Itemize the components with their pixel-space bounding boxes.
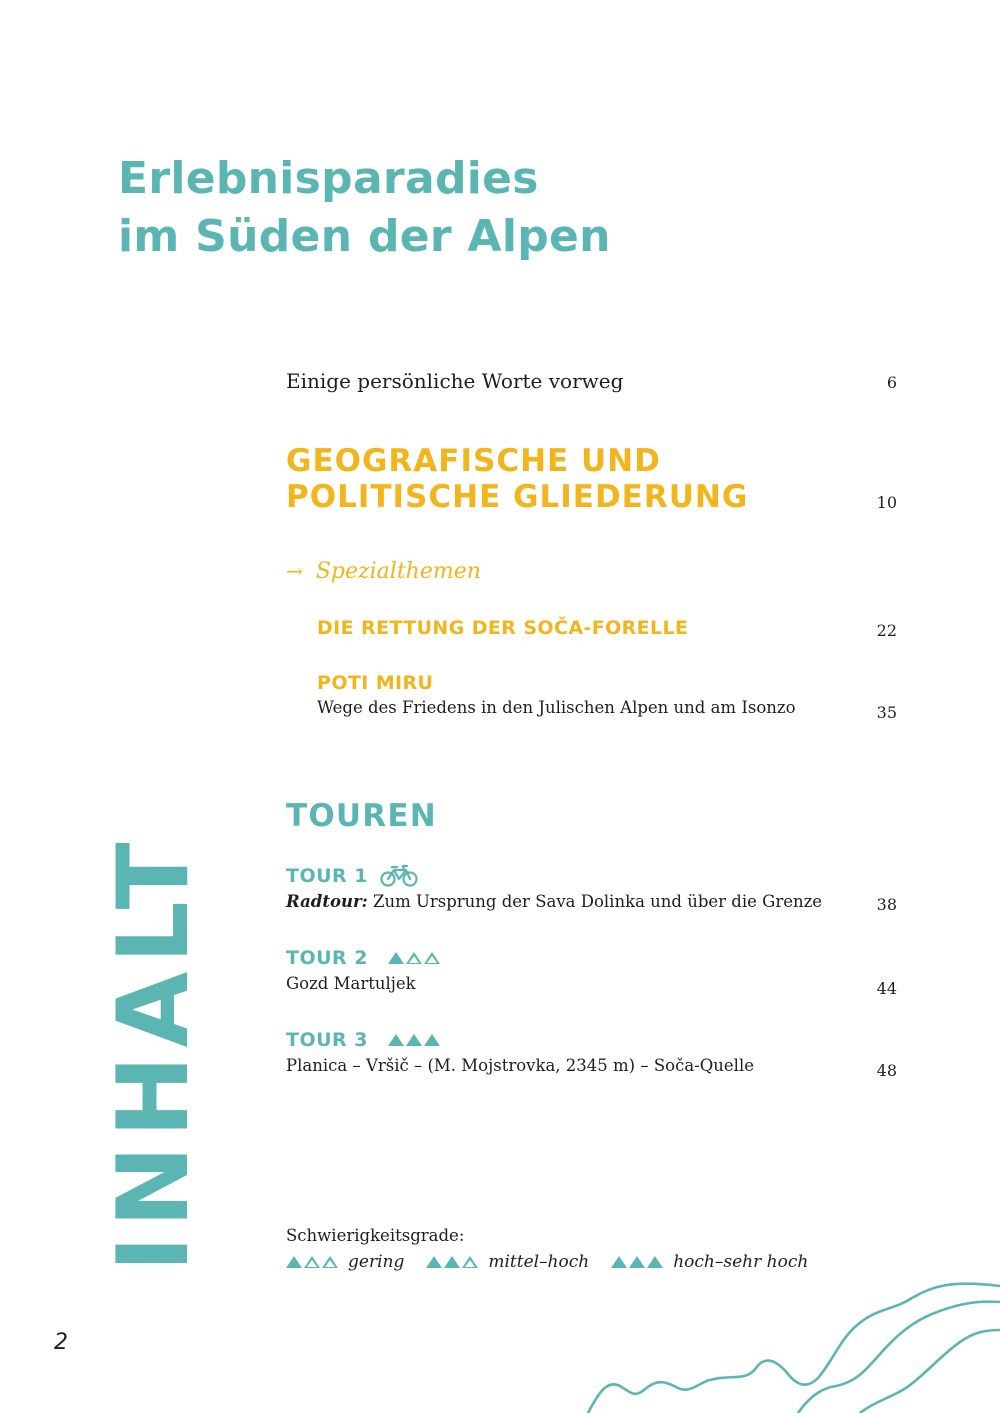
difficulty-low-icon [286, 1256, 340, 1268]
toc-entry-tour-2[interactable] [286, 947, 897, 998]
tour-label: TOUR 3 [286, 1029, 369, 1051]
toc-entry-intro[interactable] [286, 369, 897, 393]
title-line-2: im Süden der Alpen [118, 211, 611, 262]
difficulty-high-icon [611, 1256, 665, 1268]
toc-entry-description: Wege des Friedens in den Julischen Alpen und am Isonzo [317, 698, 796, 717]
page-number: 2 [54, 1330, 68, 1355]
toc-page-number: 22 [876, 621, 897, 640]
difficulty-low-icon [388, 952, 442, 964]
title-line-1: Erlebnisparadies [118, 153, 539, 204]
tour-description [286, 892, 897, 911]
tour-label: TOUR 2 [286, 947, 369, 969]
toc-entry-tour-3[interactable] [286, 1029, 897, 1080]
side-title-inhalt: INHALT [97, 834, 211, 1272]
toc-page-number: 35 [876, 703, 897, 722]
toc-entry-soca[interactable] [317, 617, 897, 639]
toc-entry-label: POTI MIRU [317, 672, 434, 694]
tour-heading [286, 864, 897, 888]
legend-label: Schwierigkeitsgrade: [286, 1226, 465, 1245]
difficulty-legend [286, 1252, 830, 1272]
mountain-contour-decoration [560, 1270, 1000, 1413]
tour-description: Planica – Vršič – (M. Mojstrovka, 2345 m) – Soča-Quelle [286, 1056, 754, 1075]
tour-heading [286, 947, 897, 969]
legend-item-low [286, 1252, 404, 1272]
toc-subheading-special [286, 559, 897, 584]
heading-line-2: POLITISCHE GLIEDERUNG [286, 479, 749, 515]
tour-route: Zum Ursprung der Sava Dolinka und über die Grenze [367, 892, 823, 911]
legend-text: gering [348, 1252, 405, 1272]
section-heading: TOUREN [286, 798, 437, 834]
legend-item-medium [426, 1252, 589, 1272]
tour-type: Radtour: [286, 892, 368, 911]
bicycle-icon [380, 864, 418, 888]
toc-section-touren [286, 798, 897, 834]
legend-item-high [611, 1252, 808, 1272]
toc-page-number: 38 [876, 895, 897, 914]
heading-line-1: GEOGRAFISCHE UND [286, 443, 661, 479]
toc-page-number: 44 [876, 979, 897, 998]
arrow-right-icon: → [286, 559, 303, 583]
tour-label: TOUR 1 [286, 865, 369, 887]
toc-entry-label: Einige persönliche Worte vorweg [286, 369, 624, 393]
difficulty-high-icon [388, 1034, 442, 1046]
legend-text: mittel–hoch [488, 1252, 590, 1272]
toc-page-number: 10 [876, 493, 897, 512]
tour-description: Gozd Martuljek [286, 974, 416, 993]
toc-entry-label: DIE RETTUNG DER SOČA-FORELLE [317, 617, 689, 639]
difficulty-medium-icon [426, 1256, 480, 1268]
page-title [118, 150, 611, 266]
toc-section-heading [286, 443, 897, 515]
toc-page-number: 48 [876, 1061, 897, 1080]
toc-entry-tour-1[interactable] [286, 864, 897, 914]
toc-page-number: 6 [886, 373, 897, 392]
special-topics-label: Spezialthemen [315, 559, 481, 584]
tour-heading [286, 1029, 897, 1051]
legend-text: hoch–sehr hoch [673, 1252, 809, 1272]
toc-entry-geo[interactable] [286, 443, 897, 515]
toc-entry-poti-miru[interactable] [317, 672, 897, 722]
